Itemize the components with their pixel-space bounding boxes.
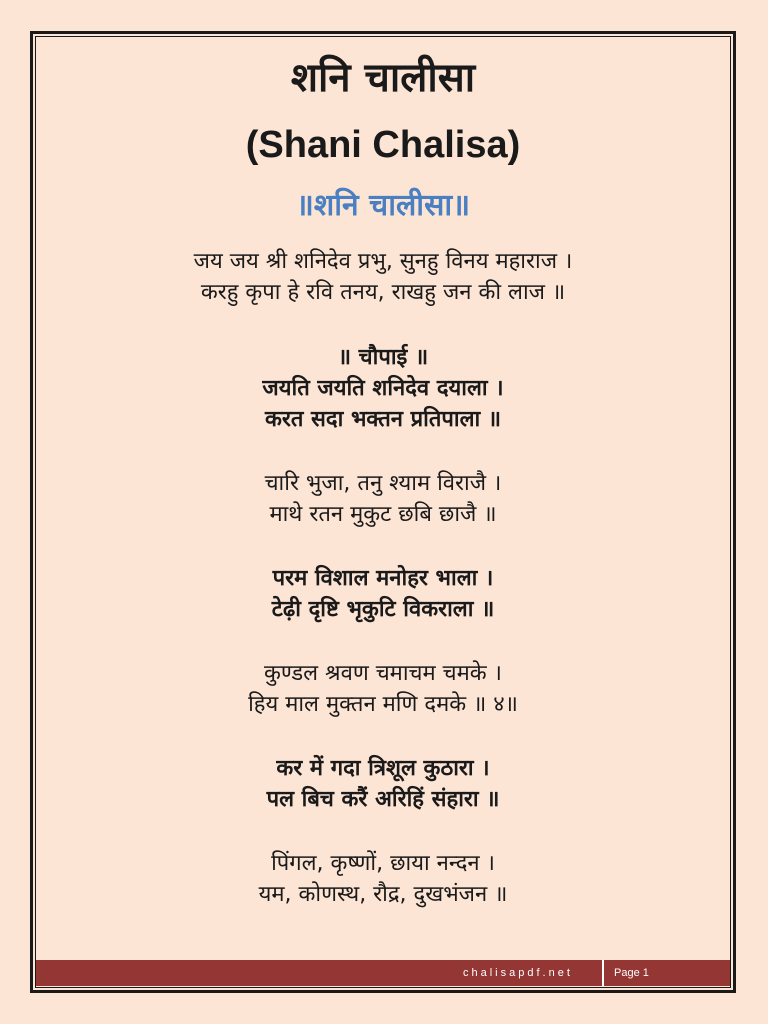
verse-line: जयति जयति शनिदेव दयाला । <box>262 376 504 401</box>
verse-line: पिंगल, कृष्णों, छाया नन्दन । <box>271 851 495 876</box>
verse-line: परम विशाल मनोहर भाला । <box>272 566 494 591</box>
verse-line: चारि भुजा, तनु श्याम विराजै । <box>264 471 502 496</box>
page-footer <box>36 960 730 986</box>
verse-stanza <box>36 658 730 720</box>
verse-line: माथे रतन मुकुट छबि छाजै ॥ <box>269 502 497 527</box>
footer-site-name: chalisapdf.net <box>463 967 573 979</box>
verse-line: हिय माल मुक्तन मणि दमके ॥ ४॥ <box>248 692 518 717</box>
verse-line: यम, कोणस्थ, रौद्र, दुखभंजन ॥ <box>258 882 508 907</box>
page-title-hindi: शनि चालीसा <box>290 55 476 101</box>
verse-line: कुण्डल श्रवण चमाचम चमके । <box>263 661 503 686</box>
verse-line: करहु कृपा हे रवि तनय, राखहु जन की लाज ॥ <box>200 280 566 305</box>
document-body <box>36 40 730 910</box>
page-title-english: (Shani Chalisa) <box>245 124 521 166</box>
section-subtitle: ॥शनि चालीसा॥ <box>295 188 471 223</box>
page-number: Page 1 <box>614 967 649 979</box>
verse-line: टेढ़ी दृष्टि भृकुटि विकराला ॥ <box>271 597 495 622</box>
verse-stanza <box>36 848 730 910</box>
verse-line: करत सदा भक्तन प्रतिपाला ॥ <box>264 407 502 432</box>
verse-stanza <box>36 468 730 530</box>
chaupai-stanza <box>36 342 730 435</box>
verse-line: जय जय श्री शनिदेव प्रभु, सुनहु विनय महाराज । <box>193 249 573 274</box>
chaupai-heading: ॥ चौपाई ॥ <box>337 345 429 370</box>
doha-stanza <box>36 246 730 308</box>
verse-line: कर में गदा त्रिशूल कुठारा । <box>276 756 490 781</box>
verse-line: पल बिच करैं अरिहिं संहारा ॥ <box>266 787 500 812</box>
verse-stanza <box>36 753 730 815</box>
verse-stanza <box>36 563 730 625</box>
footer-divider <box>602 960 604 986</box>
